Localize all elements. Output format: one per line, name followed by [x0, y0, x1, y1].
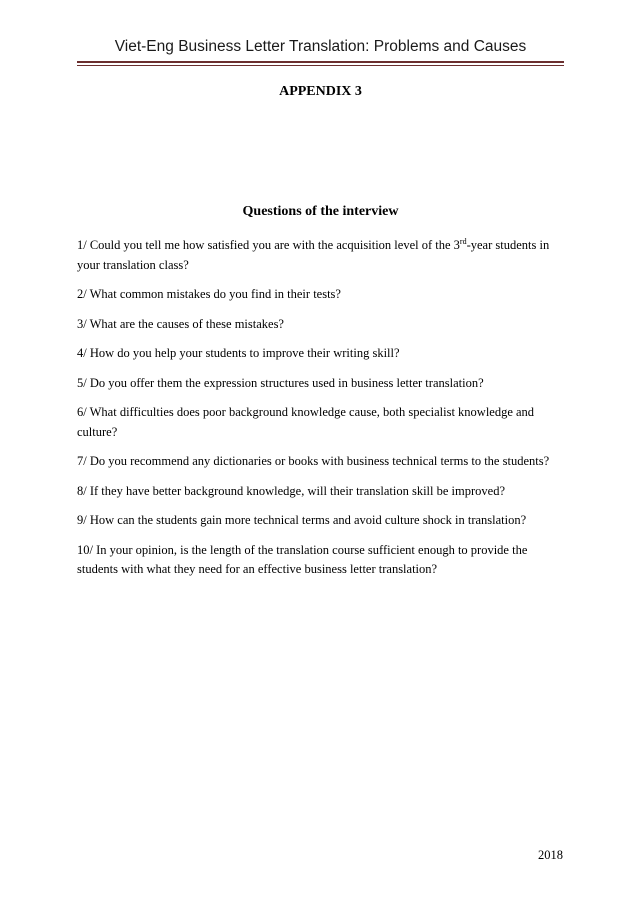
section-title: Questions of the interview [242, 204, 399, 219]
question-text-end: -year students in your translation class? [77, 238, 550, 272]
header-rule-thin [77, 65, 564, 66]
question-item: 9/ How can the students gain more technical terms and avoid culture shock in translation? [77, 513, 527, 527]
header-rule-thick [77, 61, 564, 63]
running-header: Viet-Eng Business Letter Translation: Problems and Causes [114, 38, 527, 55]
appendix-title: APPENDIX 3 [279, 84, 362, 99]
footer-year: 2018 [538, 848, 563, 862]
question-item: 4/ How do you help your students to improve their writing skill? [77, 346, 400, 360]
question-item: 10/ In your opinion, is the length of the translation course sufficient enough to provide the students with what they need for an effective business letter translation? [77, 542, 528, 576]
question-item [77, 236, 564, 275]
question-item: 8/ If they have better background knowledge, will their translation skill be improved? [77, 483, 506, 498]
question-item: 7/ Do you recommend any dictionaries or books with business technical terms to the students? [77, 454, 550, 468]
question-item: 5/ Do you offer them the expression structures used in business letter translation? [77, 375, 484, 390]
question-item: 3/ What are the causes of these mistakes? [77, 316, 284, 331]
ordinal-suffix: rd [459, 236, 467, 246]
question-text-start: 1/ Could you tell me how satisfied you are with the acquisition level of the 3 [77, 238, 460, 252]
question-item: 2/ What common mistakes do you find in their tests? [77, 287, 341, 301]
question-item: 6/ What difficulties does poor background knowledge cause, both specialist knowledge and culture? [77, 405, 535, 439]
question-list [77, 236, 564, 590]
